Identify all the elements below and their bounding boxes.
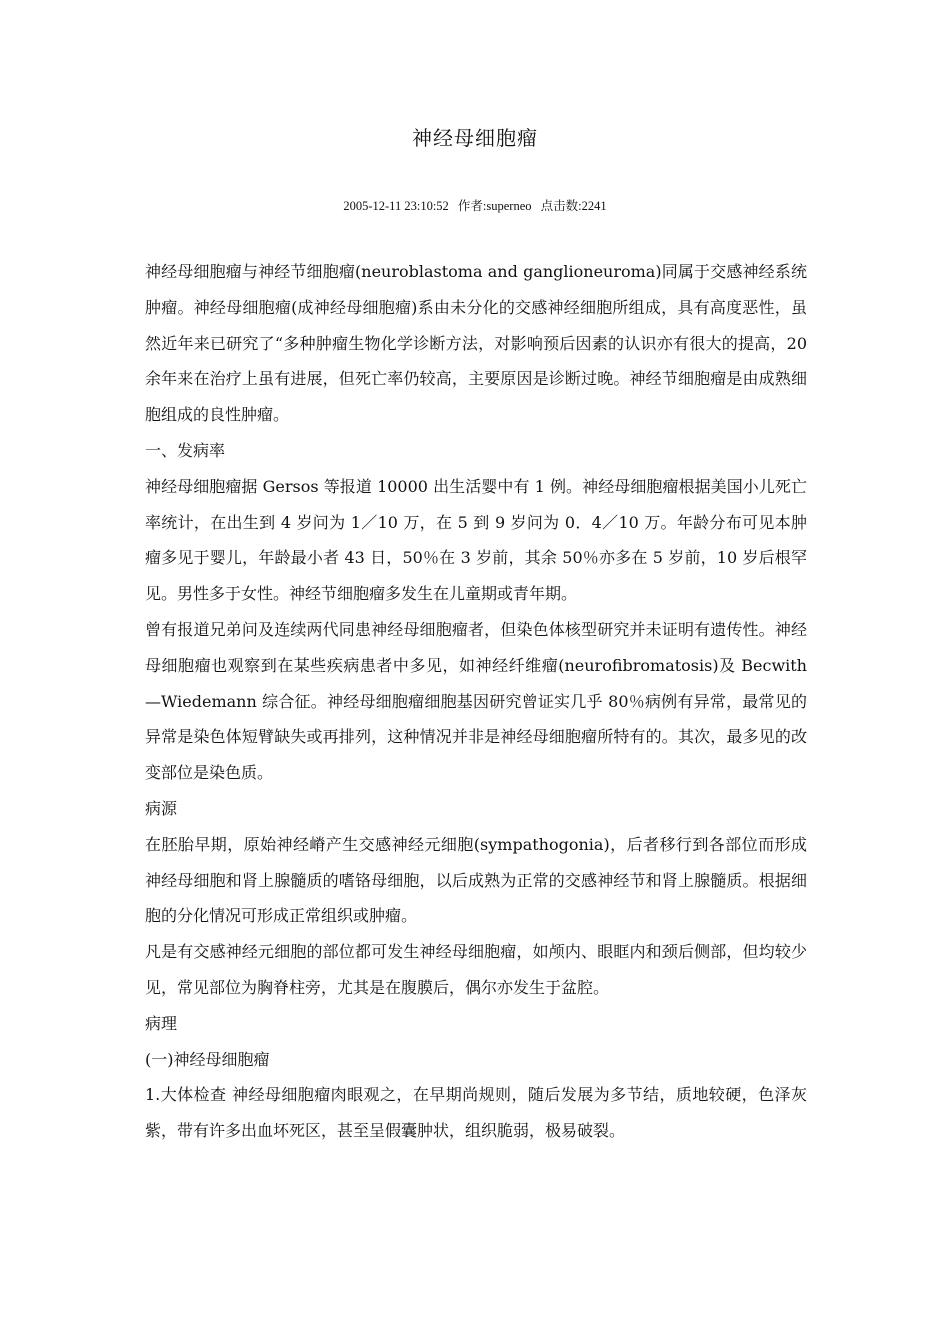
paragraph-incidence: 神经母细胞瘤据 Gersos 等报道 10000 出生活婴中有 1 例。神经母细胞瘤根据美国小儿死亡率统计，在出生到 4 岁问为 1／10 万，在 5 到 9 岁问为 0．4／10 万。年龄分布可见本肿瘤多见于婴儿，年龄最小者 43 日，50％在 3 岁前，其余 50％亦多在 5 岁前，10 岁后根罕见。男性多于女性。神经节细胞瘤多发生在儿童期或青年期。: [145, 476, 807, 604]
document-title: 神经母细胞瘤: [412, 126, 538, 150]
subsection-heading-neuroblastoma: (一)神经母细胞瘤: [145, 1049, 270, 1069]
document-meta: [0, 196, 950, 214]
paragraph-sites: 凡是有交感神经元细胞的部位都可发生神经母细胞瘤，如颅内、眼眶内和颈后侧部，但均较少见，常见部位为胸脊柱旁，尤其是在腹膜后，偶尔亦发生于盆腔。: [145, 942, 807, 997]
meta-views: 点击数:2241: [540, 199, 607, 213]
paragraph-etiology: 在胚胎早期，原始神经嵴产生交感神经元细胞(sympathogonia)，后者移行到各部位而形成神经母细胞和肾上腺髓质的嗜铬母细胞，以后成熟为正常的交感神经节和肾上腺髓质。根据细胞的分化情况可形成正常组织或肿瘤。: [145, 834, 807, 926]
paragraph-gross-exam: 1.大体检查 神经母细胞瘤肉眼观之，在早期尚规则，随后发展为多节结，质地较硬，色泽灰紫，带有许多出血坏死区，甚至呈假囊肿状，组织脆弱，极易破裂。: [145, 1085, 807, 1141]
paragraph-genetics: 曾有报道兄弟问及连续两代同患神经母细胞瘤者，但染色体核型研究并未证明有遗传性。神经母细胞瘤也观察到在某些疾病患者中多见，如神经纤维瘤(neurofibromatosis)及 Becwith—Wiedemann 综合征。神经母细胞瘤细胞基因研究曾证实几乎 80％病例有异常，最常见的异常是染色体短臂缺失或再排列，这种情况并非是神经母细胞瘤所特有的。其次，最多见的改变部位是染色质。: [145, 619, 807, 783]
meta-datetime: 2005-12-11 23:10:52: [343, 199, 449, 213]
section-heading-incidence: 一、发病率: [145, 440, 226, 460]
paragraph-intro: 神经母细胞瘤与神经节细胞瘤(neuroblastoma and ganglioneuroma)同属于交感神经系统肿瘤。神经母细胞瘤(成神经母细胞瘤)系由未分化的交感神经细胞所组成，具有高度恶性，虽然近年来已研究了“多种肿瘤生物化学诊断方法，对影响预后因素的认识亦有很大的提高，20 余年来在治疗上虽有进展，但死亡率仍较高，主要原因是诊断过晚。神经节细胞瘤是由成熟细胞组成的良性肿瘤。: [145, 262, 807, 425]
meta-author: 作者:superneo: [457, 199, 532, 213]
section-heading-etiology: 病源: [145, 798, 178, 818]
section-heading-pathology: 病理: [145, 1013, 178, 1033]
document-body: [145, 254, 807, 1149]
